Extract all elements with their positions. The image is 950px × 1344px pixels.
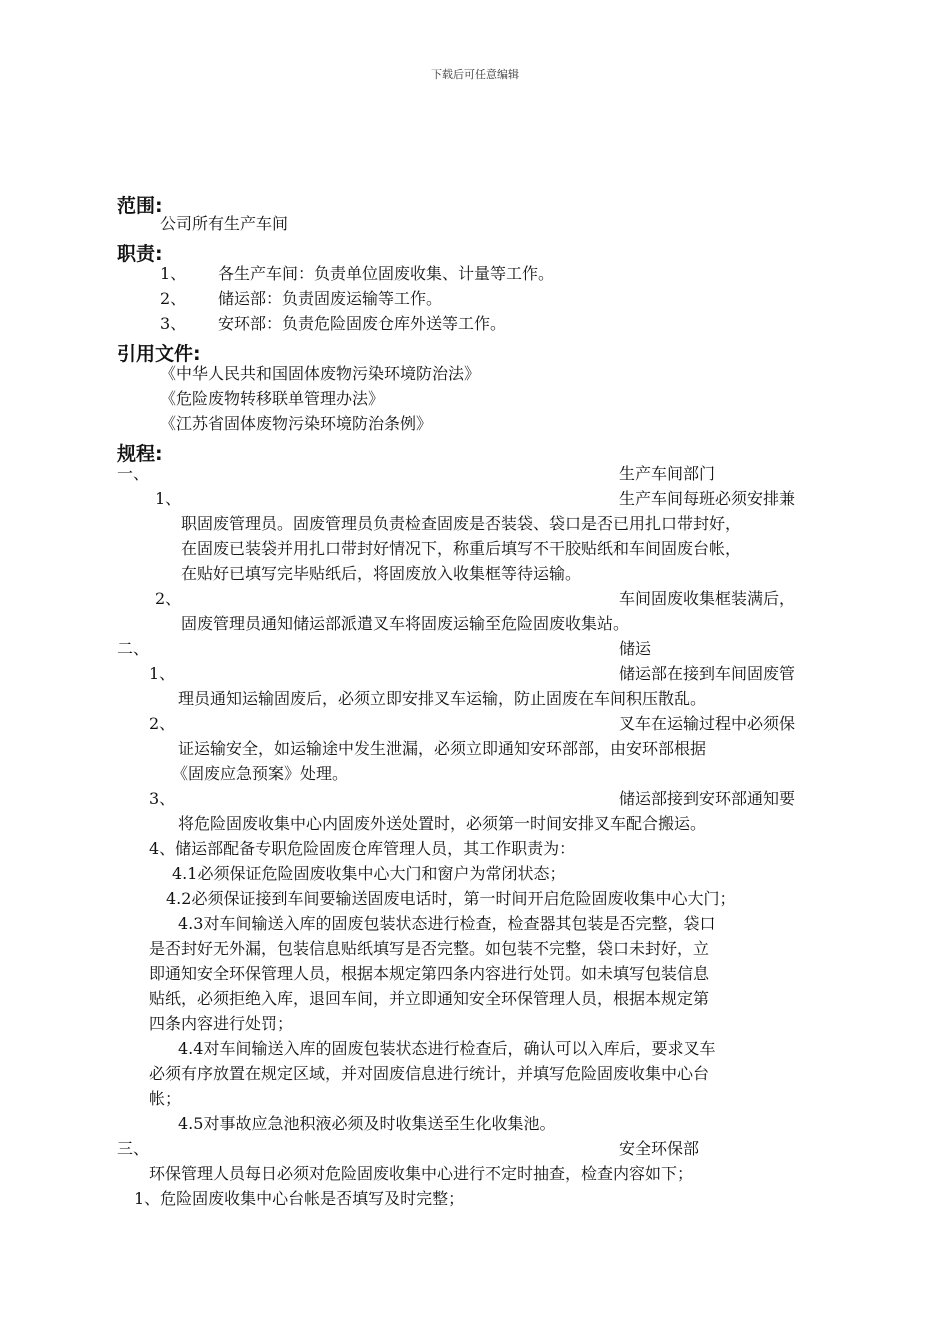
s2-item-2-line-3: 《固废应急预案》处理。	[172, 764, 349, 783]
s1-item-1-line-4: 在贴好已填写完毕贴纸后，将固废放入收集框等待运输。	[181, 564, 582, 583]
duty-2-num: 2、	[160, 289, 187, 308]
s2-sub-4-3-line-3: 即通知安全环保管理人员，根据本规定第四条内容进行处罚。如未填写包装信息	[149, 964, 710, 983]
scope-heading: 范围:	[117, 195, 163, 217]
s2-item-3-line-1: 储运部接到安环部通知要	[619, 789, 796, 808]
s2-sub-4-3-line-1: 4.3对车间输送入库的固废包装状态进行检查，检查器其包装是否完整，袋口	[178, 914, 716, 933]
section-2-title: 储运	[619, 639, 652, 658]
s1-item-1-line-3: 在固废已装袋并用扎口带封好情况下，称重后填写不干胶贴纸和车间固废台帐，	[181, 539, 742, 558]
s2-sub-4-2: 4.2必须保证接到车间要输送固废电话时，第一时间开启危险固废收集中心大门；	[166, 889, 736, 908]
reference-3: 《江苏省固体废物污染环境防治条例》	[160, 414, 433, 433]
reference-2: 《危险废物转移联单管理办法》	[160, 389, 385, 408]
section-2-num: 二、	[117, 639, 150, 658]
s3-paragraph-1: 环保管理人员每日必须对危险固废收集中心进行不定时抽查，检查内容如下；	[149, 1164, 694, 1183]
s2-item-3-num: 3、	[149, 789, 176, 808]
s1-item-2-line-1: 车间固废收集框装满后，	[619, 589, 796, 608]
s2-item-2-line-1: 叉车在运输过程中必须保	[619, 714, 796, 733]
section-1-num: 一、	[117, 464, 150, 483]
procedure-heading: 规程:	[117, 443, 163, 465]
s1-item-1-line-1: 生产车间每班必须安排兼	[619, 489, 796, 508]
s1-item-2-num: 2、	[155, 589, 182, 608]
duty-3-text: 安环部：负责危险固废仓库外送等工作。	[218, 314, 507, 333]
s2-sub-4-5: 4.5对事故应急池积液必须及时收集送至生化收集池。	[178, 1114, 556, 1133]
s2-sub-4-3-line-5: 四条内容进行处罚；	[149, 1014, 294, 1033]
s2-item-2-num: 2、	[149, 714, 176, 733]
s2-item-1-line-1: 储运部在接到车间固废管	[619, 664, 796, 683]
duty-2-text: 储运部：负责固废运输等工作。	[218, 289, 443, 308]
reference-1: 《中华人民共和国固体废物污染环境防治法》	[160, 364, 481, 383]
s2-sub-4-3-line-4: 贴纸，必须拒绝入库，退回车间，并立即通知安全环保管理人员，根据本规定第	[149, 989, 710, 1008]
section-1-title: 生产车间部门	[619, 464, 716, 483]
s2-item-1-num: 1、	[149, 664, 176, 683]
s2-sub-4-1: 4.1必须保证危险固废收集中心大门和窗户为常闭状态；	[172, 864, 566, 883]
s3-paragraph-2: 1、危险固废收集中心台帐是否填写及时完整；	[134, 1189, 465, 1208]
page-header: 下载后可任意编辑	[431, 68, 519, 81]
duty-1-text: 各生产车间：负责单位固废收集、计量等工作。	[218, 264, 555, 283]
scope-text: 公司所有生产车间	[160, 214, 289, 233]
section-3-title: 安全环保部	[619, 1139, 700, 1158]
s2-sub-4-4-line-3: 帐；	[149, 1089, 182, 1108]
s2-item-2-line-2: 证运输安全，如运输途中发生泄漏，必须立即通知安环部部，由安环部根据	[178, 739, 707, 758]
s1-item-1-num: 1、	[155, 489, 182, 508]
section-3-num: 三、	[117, 1139, 150, 1158]
s2-item-1-line-2: 理员通知运输固废后，必须立即安排叉车运输，防止固废在车间积压散乱。	[178, 689, 707, 708]
s1-item-2-line-2: 固废管理员通知储运部派遣叉车将固废运输至危险固废收集站。	[181, 614, 630, 633]
duty-1-num: 1、	[160, 264, 187, 283]
references-heading: 引用文件:	[117, 343, 201, 365]
s2-sub-4-3-line-2: 是否封好无外漏，包装信息贴纸填写是否完整。如包装不完整，袋口未封好，立	[149, 939, 710, 958]
s1-item-1-line-2: 职固废管理员。固废管理员负责检查固废是否装袋、袋口是否已用扎口带封好，	[181, 514, 742, 533]
duty-3-num: 3、	[160, 314, 187, 333]
duties-heading: 职责:	[117, 243, 163, 265]
s2-sub-4-4-line-1: 4.4对车间输送入库的固废包装状态进行检查后，确认可以入库后，要求叉车	[178, 1039, 716, 1058]
s2-sub-4-4-line-2: 必须有序放置在规定区域，并对固废信息进行统计，并填写危险固废收集中心台	[149, 1064, 710, 1083]
s2-item-3-line-2: 将危险固废收集中心内固废外送处置时，必须第一时间安排叉车配合搬运。	[178, 814, 707, 833]
s2-item-4: 4、储运部配备专职危险固废仓库管理人员，其工作职责为：	[149, 839, 576, 858]
